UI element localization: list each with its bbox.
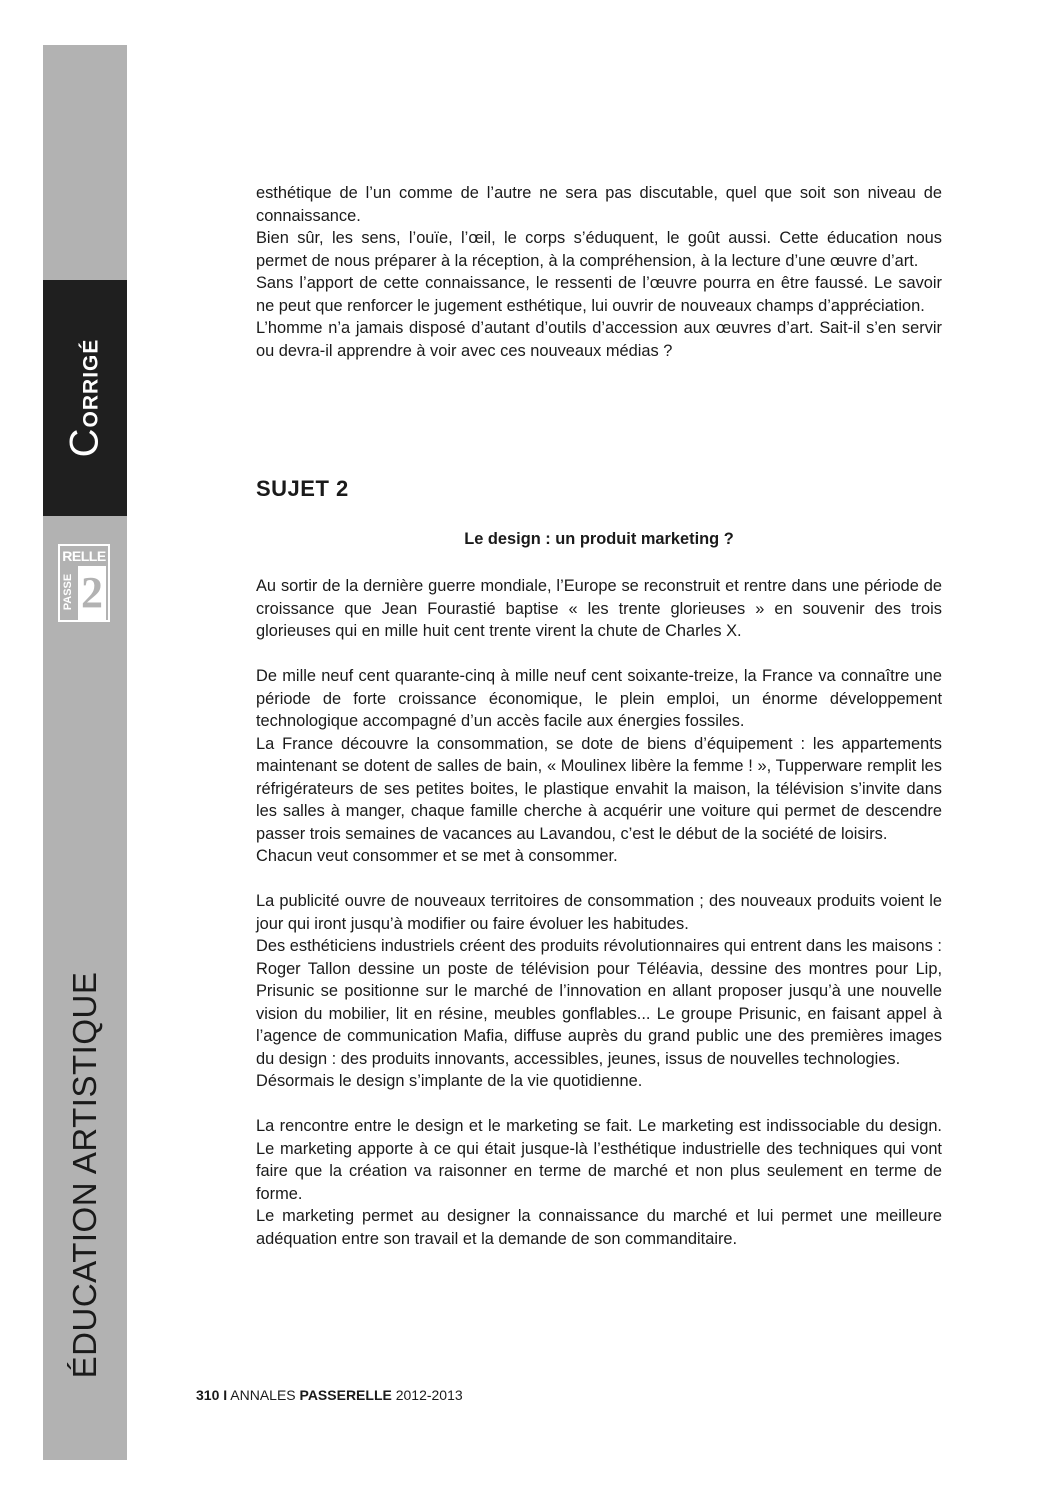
intro-text	[256, 182, 942, 362]
paragraph: Le marketing permet au designer la connaissance du marché et lui permet une meilleure adéquation entre son travail et la demande de son commanditaire.	[256, 1207, 942, 1248]
paragraph: Sans l’apport de cette connaissance, le ressenti de l’œuvre pourra en être faussé. Le savoir ne peut que renforcer le jugement esthétique, lui ouvrir de nouveaux champs d’appréciation.	[256, 274, 942, 315]
logo-side-text: PASSE	[62, 573, 74, 611]
subject-title: Le design : un produit marketing ?	[464, 530, 734, 548]
paragraph: Bien sûr, les sens, l’ouïe, l’œil, le corps s’éduquent, le goût aussi. Cette éducation nous permet de nous préparer à la réception, à la compréhension, à la lecture d’une œuvre d’art.	[256, 229, 942, 270]
paragraph: Chacun veut consommer et se met à consommer.	[256, 847, 618, 865]
paragraph: La rencontre entre le design et le marketing se fait. Le marketing est indissociable du design. Le marketing apporte à ce qui était jusque-là l’esthétique industrielle des techniques qui vont faire que la création va raisonner en terme de marché et non plus seulement en terme de forme.	[256, 1117, 942, 1203]
paragraph: esthétique de l’un comme de l’autre ne sera pas discutable, quel que soit son niveau de connaissance.	[256, 184, 942, 225]
section-label-rest: orrigé	[71, 338, 105, 428]
section-label	[63, 339, 108, 458]
body-text	[256, 575, 942, 1250]
paragraph: La France découvre la consommation, se dote de biens d’équipement : les appartements maintenant se dotent de salles de bain, « Moulinex libère la femme ! », Tupperware remplit les réfrigérateurs de ses petites boites, le plastique envahit la maison, la télévision s’invite dans les salles à manger, chaque famille cherche à acquérir une voiture qui permet de descendre passer trois semaines de vacances au Lavandou, c’est le début de la société de loisirs.	[256, 734, 942, 843]
paragraph: L’homme n’a jamais disposé d’autant d’outils d’accession aux œuvres d’art. Sait-il s’en servir ou devra-il apprendre à voir avec ces nouveaux médias ?	[256, 319, 942, 360]
paragraph: Des esthéticiens industriels créent des produits révolutionnaires qui entrent dans les maisons : Roger Tallon dessine un poste de télévision pour Téléavia, dessine des montres pour Lip, Prisunic se positionne sur le marché de l’innovation en allant proposer jusqu’à une nouvelle vision du mobilier, lit en résine, meubles gonflables... Le groupe Prisunic, en faisant appel à l’agence de communication Mafia, diffuse auprès du grand public une des premières images du design : des produits innovants, accessibles, jeunes, issus de nouvelles technologies.	[256, 937, 942, 1068]
page-footer	[196, 1387, 463, 1403]
paragraph: La publicité ouvre de nouveaux territoires de consommation ; des nouveaux produits voient le jour qui iront jusqu’à modifier ou faire évoluer les habitudes.	[256, 892, 942, 933]
paragraph: Au sortir de la dernière guerre mondiale, l’Europe se reconstruit et rentre dans une période de croissance que Jean Fourastié baptise « les trente glorieuses » en souvenir des trois glorieuses qui en mille huit cent trente virent la chute de Charles X.	[256, 577, 942, 640]
paragraph: De mille neuf cent quarante-cinq à mille neuf cent soixante-treize, la France va connaître une période de forte croissance économique, le plein emploi, un énorme développement technologique accompagné d’un accès facile aux énergies fossiles.	[256, 667, 942, 730]
logo-top-text: RELLE	[62, 548, 106, 564]
subject-heading: SUJET 2	[256, 476, 349, 501]
logo-number: 2	[78, 566, 106, 620]
passerelle-logo	[58, 544, 110, 622]
page-number: 310	[196, 1387, 220, 1403]
publication-name: ANNALES	[230, 1387, 296, 1403]
footer-separator: I	[223, 1387, 228, 1403]
brand-name: PASSERELLE	[299, 1387, 392, 1403]
subject-area-label: ÉDUCATION ARTISTIQUE	[66, 971, 103, 1379]
section-label-initial: C	[62, 427, 107, 458]
publication-year: 2012-2013	[395, 1387, 463, 1403]
paragraph: Désormais le design s’implante de la vie quotidienne.	[256, 1072, 643, 1090]
